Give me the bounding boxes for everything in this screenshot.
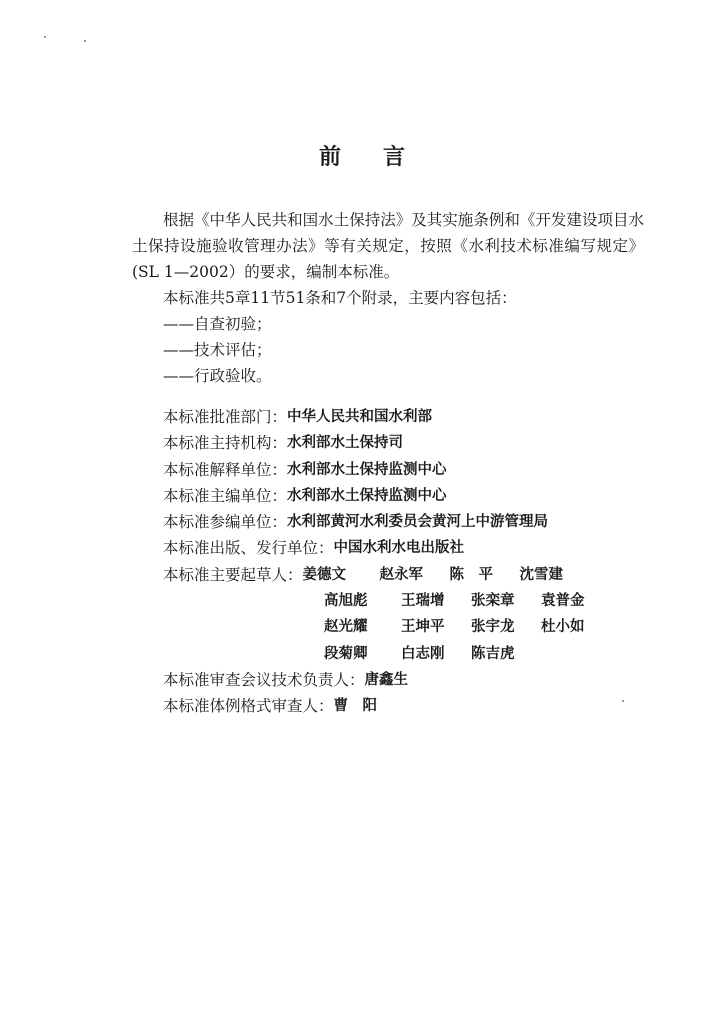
drafters-label: 本标准主要起草人：	[163, 565, 303, 584]
drafters-names	[303, 562, 590, 588]
credit-label: 本标准体例格式审查人：	[163, 697, 334, 716]
credit-label: 本标准审查会议技术负责人：	[163, 670, 365, 689]
credit-row	[163, 509, 663, 535]
credit-value: 水利部黄河水利委员会黄河上中游管理局	[287, 514, 549, 531]
list-item: ——行政验收。	[163, 367, 272, 385]
drafter-name: 杜小如	[541, 619, 585, 636]
credit-label: 本标准解释单位：	[163, 460, 288, 479]
credit-value: 水利部水土保持监测中心	[287, 461, 447, 478]
drafter-name: 陈 平	[449, 566, 494, 583]
credit-row	[163, 457, 663, 483]
summary-paragraph: 本标准共5章11节51条和7个附录，主要内容包括：	[163, 289, 517, 307]
credit-label: 本标准主编单位：	[163, 486, 288, 505]
credit-row	[163, 430, 663, 456]
contents-list	[163, 311, 272, 389]
credit-value: 中华人民共和国水利部	[287, 409, 433, 425]
page-title: 前言	[318, 145, 447, 170]
credit-label: 本标准出版、发行单位：	[163, 539, 334, 558]
list-item: ——技术评估；	[163, 341, 272, 359]
drafter-name: 高旭彪	[324, 593, 368, 610]
credit-row	[163, 693, 663, 719]
scan-speck	[44, 36, 46, 38]
credit-label: 本标准参编单位：	[163, 513, 288, 532]
scan-speck	[84, 40, 86, 42]
drafter-name: 袁普金	[541, 593, 585, 610]
drafter-name: 白志刚	[401, 645, 445, 662]
drafter-name: 段菊卿	[324, 645, 368, 662]
intro-paragraph: 根据《中华人民共和国水土保持法》及其实施条例和《开发建设项目水土保持设施验收管理办法》等有关规定，按照《水利技术标准编写规定》(SL 1—2002）的要求，编制本标准。	[132, 211, 644, 281]
credit-value: 中国水利水电出版社	[333, 540, 465, 557]
drafters-row	[163, 614, 663, 640]
credit-row	[163, 404, 663, 430]
credit-value: 唐鑫生	[364, 671, 409, 688]
credit-value: 水利部水土保持监测中心	[287, 487, 447, 504]
drafter-name: 王瑞增	[401, 593, 445, 610]
drafter-name: 沈雪建	[519, 566, 564, 583]
drafter-name: 王坤平	[401, 619, 445, 636]
credit-row	[163, 535, 663, 561]
credit-label: 本标准批准部门：	[163, 408, 288, 426]
drafter-name: 赵永军	[379, 566, 424, 583]
drafter-name: 赵光耀	[324, 619, 368, 636]
drafter-name: 姜德文	[302, 566, 347, 583]
list-item: ——自查初验；	[163, 315, 272, 333]
drafters-names	[324, 614, 611, 640]
credit-label: 本标准主持机构：	[163, 434, 288, 453]
drafters-row	[163, 641, 663, 667]
credit-row	[163, 667, 663, 693]
drafters-names	[324, 641, 541, 667]
drafter-name: 张宇龙	[471, 619, 515, 636]
credit-value: 曹 阳	[333, 698, 378, 715]
drafters-row	[163, 588, 663, 614]
drafter-name: 张栾章	[471, 593, 515, 610]
drafter-name: 陈吉虎	[471, 645, 515, 662]
credits-block	[163, 404, 663, 720]
drafters-names	[324, 588, 611, 614]
credit-value: 水利部水土保持司	[287, 435, 404, 452]
credit-row	[163, 483, 663, 509]
drafters-row	[163, 562, 663, 588]
